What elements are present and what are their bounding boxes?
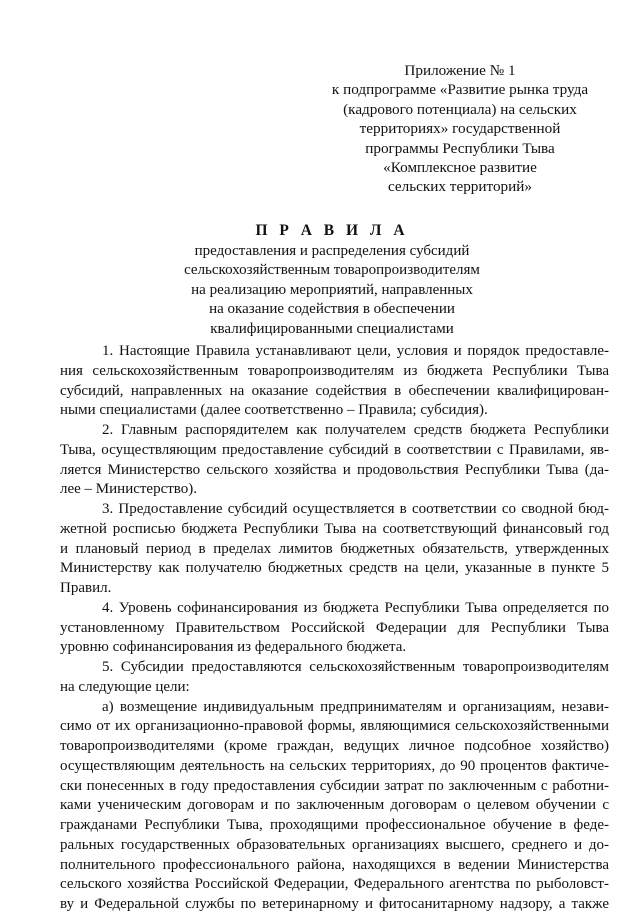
paragraph-line: 4. Уровень софинансирования из бюджета Республики Тыва определяется по <box>102 599 609 616</box>
paragraph-line: лее – Министерство). <box>60 481 198 498</box>
paragraph-line: ляется Министерство сельского хозяйства и продовольствия Республики Тыва (да- <box>60 461 609 478</box>
paragraph-line: 5. Субсидии предоставляются сельскохозяйственным товаропроизводителям <box>102 659 609 675</box>
paragraph-line: гражданами Республики Тыва, проходящими профессиональное обучение в феде- <box>60 817 609 833</box>
annex-line: (кадрового потенциала) на сельских <box>343 100 577 118</box>
annex-line: Приложение № 1 <box>404 62 516 79</box>
paragraph-line: установленному Правительством Российской Федерации для Республики Тыва <box>60 619 609 636</box>
annex-line: программы Республики Тыва <box>365 139 555 157</box>
document-body <box>60 342 609 915</box>
paragraph-line: 1. Настоящие Правила устанавливают цели, условия и порядок предоставле- <box>102 343 609 359</box>
paragraph-line: ски понесенных в году предоставления субсидии затрат по заключенным с работни- <box>60 777 609 794</box>
paragraph-line: а) возмещение индивидуальным предпринимателям и организациям, незави- <box>102 698 609 715</box>
paragraph-line: Правил. <box>60 580 112 596</box>
annex-line: «Комплексное развитие <box>383 159 537 177</box>
paragraph-line: ву и Федеральной службы по ветеринарному и фитосанитарному надзору, а также <box>60 896 609 912</box>
paragraph-line: симо от их организационно-правовой формы, являющимися сельскохозяйственными <box>60 718 609 735</box>
annex-line: к подпрограмме «Развитие рынка труда <box>331 81 589 99</box>
paragraph-line: на следующие цели: <box>60 678 190 695</box>
paragraph-line: ния сельскохозяйственным товаропроизводителям из бюджета Республики Тыва <box>60 362 609 379</box>
annex-line: сельских территорий» <box>388 178 532 196</box>
paragraph-line: 3. Предоставление субсидий осуществляется в соответствии со сводной бюд- <box>102 501 609 517</box>
paragraph-line: ками ученическим договорам и по заключенным договорам о целевом обучении с <box>60 797 609 814</box>
paragraph-line: полнительного профессионального района, находящихся в ведении Министерства <box>60 856 609 873</box>
paragraph-line: сельского хозяйства Российской Федерации, Федерального агентства по рыболовст- <box>60 876 609 893</box>
title-line: на оказание содействия в обеспечении <box>209 301 455 318</box>
document-title <box>62 220 602 339</box>
paragraph-line: Министерству как получателю бюджетных средств на цели, указанные в пункте 5 <box>60 560 609 577</box>
paragraph-line: субсидий, направленных на оказание содействия в обеспечении квалифицирован- <box>60 382 609 399</box>
paragraph-line: ными специалистами (далее соответственно – Правила; субсидия). <box>60 402 488 419</box>
title-line: сельскохозяйственным товаропроизводителям <box>184 262 480 279</box>
paragraph-line: осуществляющим деятельность на сельских территориях, до 90 процентов фактиче- <box>60 757 609 774</box>
title-line: на реализацию мероприятий, направленных <box>191 281 473 298</box>
title-heading: П Р А В И Л А <box>255 222 409 239</box>
title-line: квалифицированными специалистами <box>210 320 454 337</box>
title-line: предоставления и распределения субсидий <box>194 243 470 259</box>
paragraph-line: товаропроизводителями (кроме граждан, ведущих личное подсобное хозяйство) <box>60 738 609 754</box>
paragraph-line: ральных государственных образовательных организациях высшего, среднего и до- <box>60 836 609 853</box>
paragraph-line: и плановый период в пределах лимитов бюджетных обязательств, утвержденных <box>60 540 609 557</box>
paragraph-line: уровню софинансирования из федерального бюджета. <box>60 639 407 656</box>
paragraph-line: Тыва, осуществляющим предоставление субсидий в соответствии с Правилами, яв- <box>60 441 609 458</box>
paragraph-line: жетной росписью бюджета Республики Тыва на соответствующий финансовый год <box>60 520 609 537</box>
annex-line: территориях» государственной <box>359 120 561 138</box>
annex-header <box>320 61 600 197</box>
paragraph-line: 2. Главным распорядителем как получателем средств бюджета Республики <box>102 422 609 438</box>
